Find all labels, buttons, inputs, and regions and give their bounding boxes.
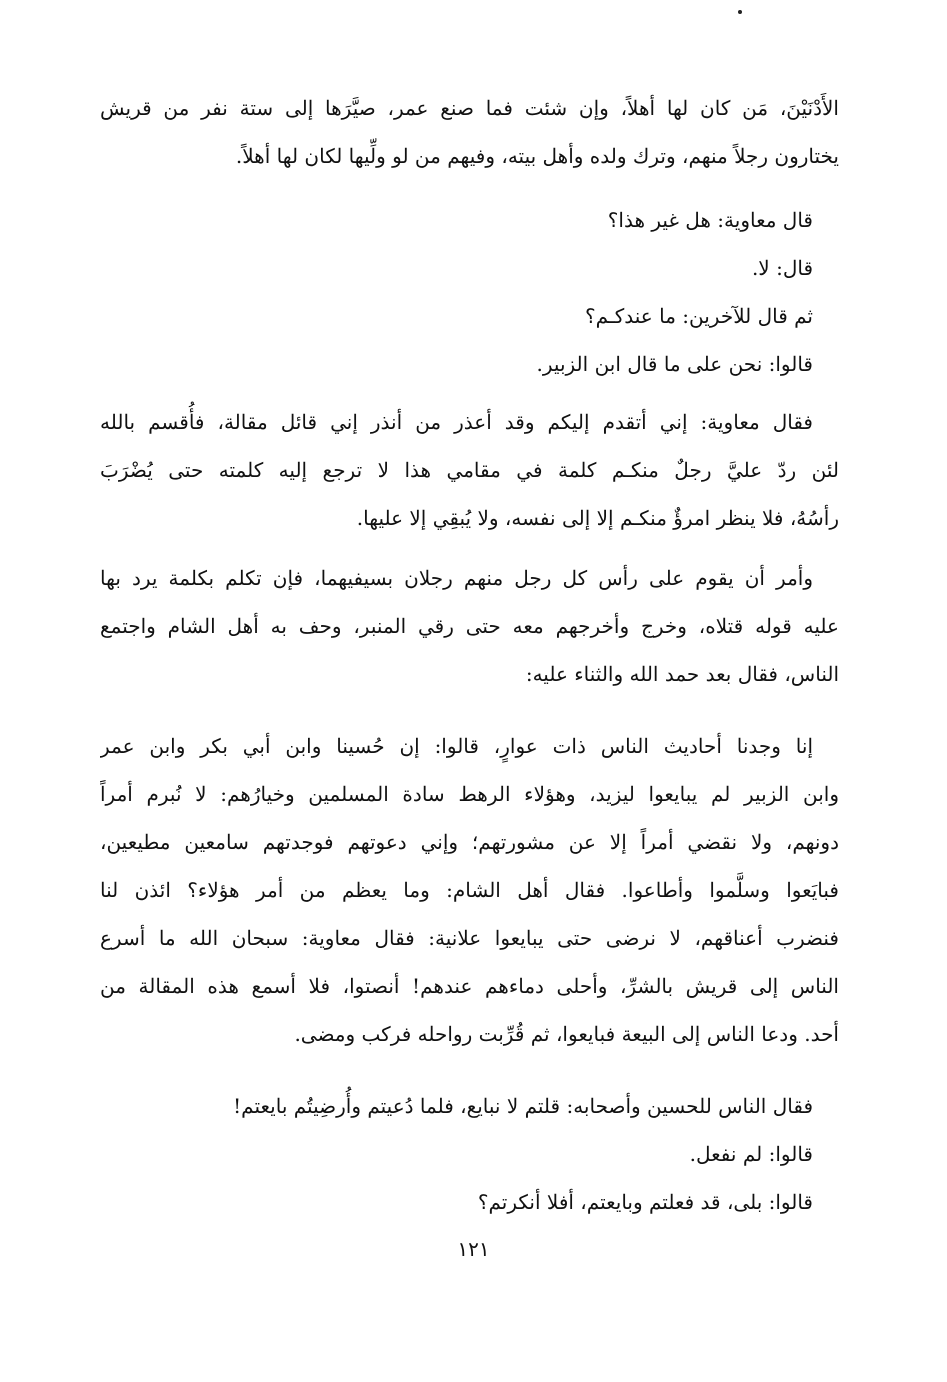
text-line: يختارون رجلاً منهم، وترك ولده وأهل بيته، وفيهم من لو ولِّيها لكان لها أهلاً. <box>235 144 839 168</box>
text-line: قالوا: بلى، قد فعلتم وبايعتم، أفلا أنكرتم؟ <box>477 1190 813 1214</box>
text-line: الأَدْنَيْنَ، مَن كان لها أهلاً، وإن شئت فما صنع عمر، صيَّرَها إلى ستة نفر من قريش <box>100 96 839 120</box>
page-number: ١٢١ <box>457 1237 490 1261</box>
text-line: فقال معاوية: إني أتقدم إليكم وقد أعذر من أنذر إني قائل مقالة، فأُقسم بالله <box>100 410 813 434</box>
stray-dot <box>738 10 742 14</box>
text-line: إنا وجدنا أحاديث الناس ذات عوارٍ، قالوا: إن حُسينا وابن أبي بكر وابن عمر <box>100 734 813 758</box>
paragraph-4 <box>100 554 839 698</box>
text-line: وأمر أن يقوم على رأس كل رجل منهم رجلان بسيفيهما، فإن تكلم بكلمة يرد بها <box>100 566 813 590</box>
text-line: عليه قوله قتلاه، وخرج وأخرجهم معه حتى رقي المنبر، وحف به أهل الشام واجتمع <box>100 614 839 638</box>
text-line: الناس إلى قريش بالشرِّ، وأحلى دماءهم عندهم! أنصتوا، فلا أسمع هذه المقالة من <box>100 974 839 998</box>
text-line: قال معاوية: هل غير هذا؟ <box>607 208 813 232</box>
paragraph-1 <box>100 84 839 180</box>
text-line: دونهم، ولا نقضي أمراً إلا عن مشورتهم؛ وإني دعوتهم فوجدتهم سامعين مطيعين، <box>100 830 839 854</box>
text-line: وابن الزبير لم يبايعوا ليزيد، وهؤلاء الرهط سادة المسلمين وخيارُهم: لا نُبرم أمراً <box>100 782 839 806</box>
text-line: قالوا: لم نفعل. <box>689 1142 813 1166</box>
text-line: لئن ردّ عليَّ رجلٌ منكـم كلمة في مقامي هذا لا ترجع إليه كلمته حتى يُضْرَبَ <box>100 458 839 482</box>
paragraph-6 <box>100 1082 839 1226</box>
text-line: الناس، فقال بعد حمد الله والثناء عليه: <box>525 662 839 686</box>
paragraph-5 <box>100 722 839 1058</box>
text-line: أحد. ودعا الناس إلى البيعة فبايعوا، ثم قُرِّبت رواحله فركب ومضى. <box>294 1022 839 1046</box>
text-line: فقال الناس للحسين وأصحابه: قلتم لا نبايع، فلما دُعيتم وأُرضِيتُم بايعتم! <box>233 1094 813 1118</box>
text-line: قال: لا. <box>751 256 813 280</box>
text-line: فبايَعوا وسلَّموا وأطاعوا. فقال أهل الشام: وما يعظم من أمر هؤلاء؟ ائذن لنا <box>100 878 839 902</box>
paragraph-3 <box>100 398 839 542</box>
text-line: رأسُهُ، فلا ينظر امرؤٌ منكـم إلا إلى نفسه، ولا يُبقِي إلا عليها. <box>356 506 839 530</box>
paragraph-2 <box>100 196 839 388</box>
text-line: قالوا: نحن على ما قال ابن الزبير. <box>536 352 813 376</box>
text-line: فنضرب أعناقهم، لا نرضى حتى يبايعوا علانية: فقال معاوية: سبحان الله ما أسرع <box>100 926 839 950</box>
text-line: ثم قال للآخرين: ما عندكـم؟ <box>584 304 813 328</box>
